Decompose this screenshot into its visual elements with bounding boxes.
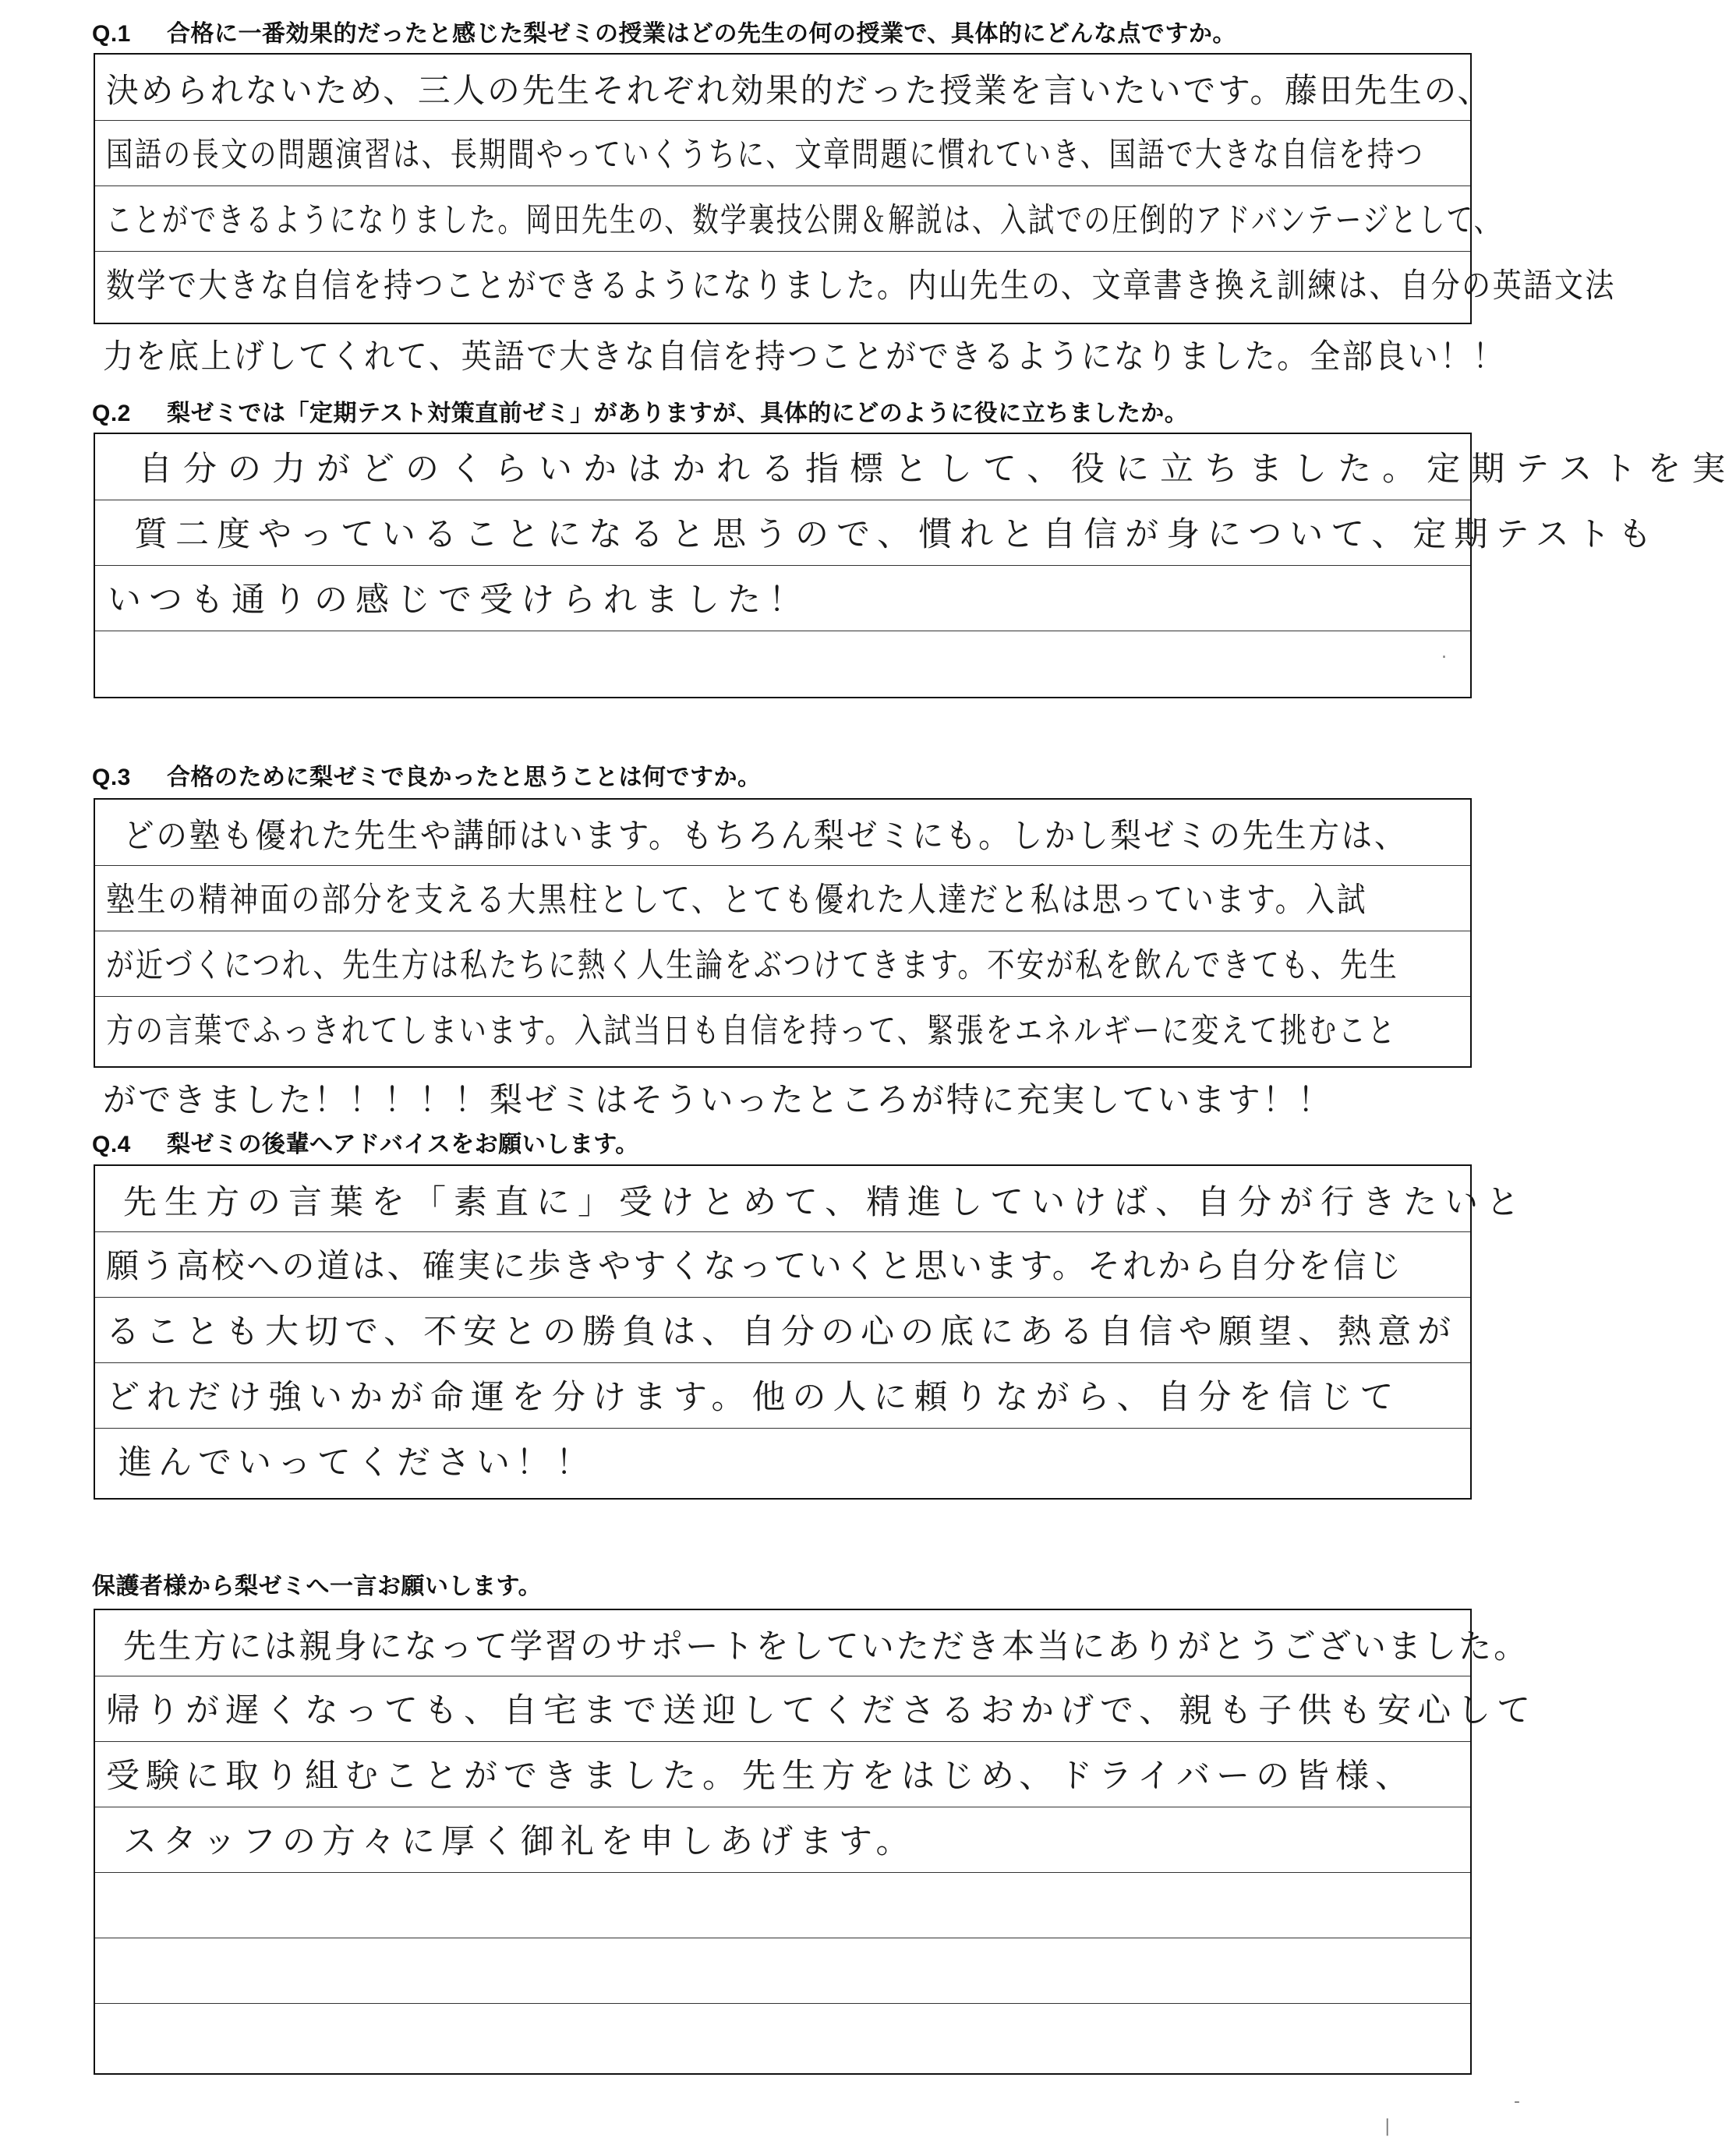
q1-question: 合格に一番効果的だったと感じた梨ゼミの授業はどの先生の何の授業で、具体的にどんな点ですか。 bbox=[167, 21, 1236, 47]
q4-answer-line-4: どれだけ強いかが命運を分けます。他の人に頼りながら、自分を信じて bbox=[106, 1378, 1401, 1417]
q1-answer-line-1: 決められないため、三人の先生それぞれ効果的だった授業を言いたいです。藤田先生の、 bbox=[106, 72, 1493, 111]
q2-number: Q.2 bbox=[92, 401, 131, 426]
q4-answer-line-1: 先生方の言葉を「素直に」受けとめて、精進していけば、自分が行きたいと bbox=[123, 1183, 1528, 1222]
q1-answer-line-2: 国語の長文の問題演習は、長期間やっていくうちに、文章問題に慣れていき、国語で大きな自信を持つ bbox=[106, 136, 1425, 175]
q4-answer-line-5: 進んでいってください！！ bbox=[118, 1443, 596, 1482]
parents-answer-line-4: スタッフの方々に厚く御礼を申しあげます。 bbox=[123, 1822, 916, 1861]
q1-number: Q.1 bbox=[92, 21, 131, 47]
ruled-line bbox=[95, 1741, 1470, 1742]
q1-answer-box bbox=[94, 53, 1616, 324]
q3-answer-line-1: どの塾も優れた先生や講師はいます。もちろん梨ゼミにも。しかし梨ゼミの先生方は、 bbox=[123, 817, 1408, 856]
q1-answer-line-4: 数学で大きな自信を持つことができるようになりました。内山先生の、文章書き換え訓練は、自分の英語文法 bbox=[106, 267, 1616, 306]
q1-heading bbox=[92, 14, 1236, 48]
parents-answer-line-1: 先生方には親身になって学習のサポートをしていただき本当にありがとうございました。 bbox=[123, 1627, 1529, 1666]
ruled-line bbox=[95, 1362, 1470, 1363]
q3-answer-line-3: が近づくにつれ、先生方は私たちに熱く人生論をぶつけてきます。不安が私を飲んできても、先生 bbox=[106, 946, 1399, 985]
q3-question: 合格のために梨ゼミで良かったと思うことは何ですか。 bbox=[167, 765, 762, 790]
parents-answer-line-3: 受験に取り組むことができました。先生方をはじめ、ドライバーの皆様、 bbox=[106, 1757, 1416, 1796]
ruled-line bbox=[95, 865, 1470, 866]
q4-answer-box bbox=[94, 1164, 1528, 1500]
scan-mark: | bbox=[1384, 2117, 1391, 2136]
ruled-line bbox=[95, 2003, 1470, 2004]
q4-answer-line-2: 願う高校への道は、確実に歩きやすくなっていくと思います。それから自分を信じ bbox=[106, 1247, 1404, 1286]
q3-answer-line-2: 塾生の精神面の部分を支える大黒柱として、とても優れた人達だと私は思っています。入試 bbox=[106, 881, 1368, 920]
ruled-line bbox=[95, 251, 1470, 252]
q4-number: Q.4 bbox=[92, 1132, 131, 1157]
ruled-line bbox=[95, 1872, 1470, 1873]
q2-answer-line-2: 質二度やっていることになると思うので、慣れと自信が身について、定期テストも bbox=[134, 515, 1660, 554]
q4-heading bbox=[92, 1125, 639, 1159]
ruled-line bbox=[95, 1297, 1470, 1298]
q3-heading bbox=[92, 758, 762, 792]
ruled-line bbox=[95, 120, 1470, 121]
parents-answer-line-2: 帰りが遅くなっても、自宅まで送迎してくださるおかげで、親も子供も安心して bbox=[106, 1691, 1537, 1730]
q2-answer-box bbox=[94, 433, 1736, 698]
q4-answer-line-3: ることも大切で、不安との勝負は、自分の心の底にある自信や願望、熱意が bbox=[106, 1313, 1458, 1351]
parents-heading bbox=[92, 1567, 542, 1601]
ruled-line bbox=[95, 185, 1470, 186]
q2-question: 梨ゼミでは「定期テスト対策直前ゼミ」がありますが、具体的にどのように役に立ちましたか。 bbox=[167, 401, 1189, 426]
ruled-line bbox=[95, 565, 1470, 566]
stray-mark: . bbox=[1441, 643, 1447, 662]
q3-answer-line-5: ができました！！！！！梨ゼミはそういったところが特に充実しています！！ bbox=[103, 1081, 1333, 1120]
parents-question: 保護者様から梨ゼミへ一言お願いします。 bbox=[92, 1574, 543, 1599]
q3-answer-box bbox=[94, 798, 1472, 1068]
ruled-line bbox=[95, 1231, 1470, 1232]
ruled-line bbox=[95, 996, 1470, 997]
q1-answer-line-3: ことができるようになりました。岡田先生の、数学裏技公開＆解説は、入試での圧倒的アドバンテージとして、 bbox=[106, 201, 1502, 240]
q2-heading bbox=[92, 394, 1188, 428]
q2-answer-line-1: 自分の力がどのくらいかはかれる指標として、役に立ちました。定期テストを実 bbox=[139, 450, 1736, 489]
parents-answer-box bbox=[94, 1609, 1537, 2075]
ruled-line bbox=[95, 1428, 1470, 1429]
q3-number: Q.3 bbox=[92, 765, 131, 790]
q2-answer-line-3: いつも通りの感じで受けられました！ bbox=[108, 581, 810, 620]
q1-answer-line-5: 力を底上げしてくれて、英語で大きな自信を持つことができるようになりました。全部良い！！ bbox=[103, 337, 1506, 376]
q4-question: 梨ゼミの後輩へアドバイスをお願いします。 bbox=[167, 1132, 639, 1157]
q3-answer-line-4: 方の言葉でふっきれてしまいます。入試当日も自信を持って、緊張をエネルギーに変えて挑むこと bbox=[106, 1012, 1398, 1051]
scan-mark: - bbox=[1514, 2092, 1520, 2111]
